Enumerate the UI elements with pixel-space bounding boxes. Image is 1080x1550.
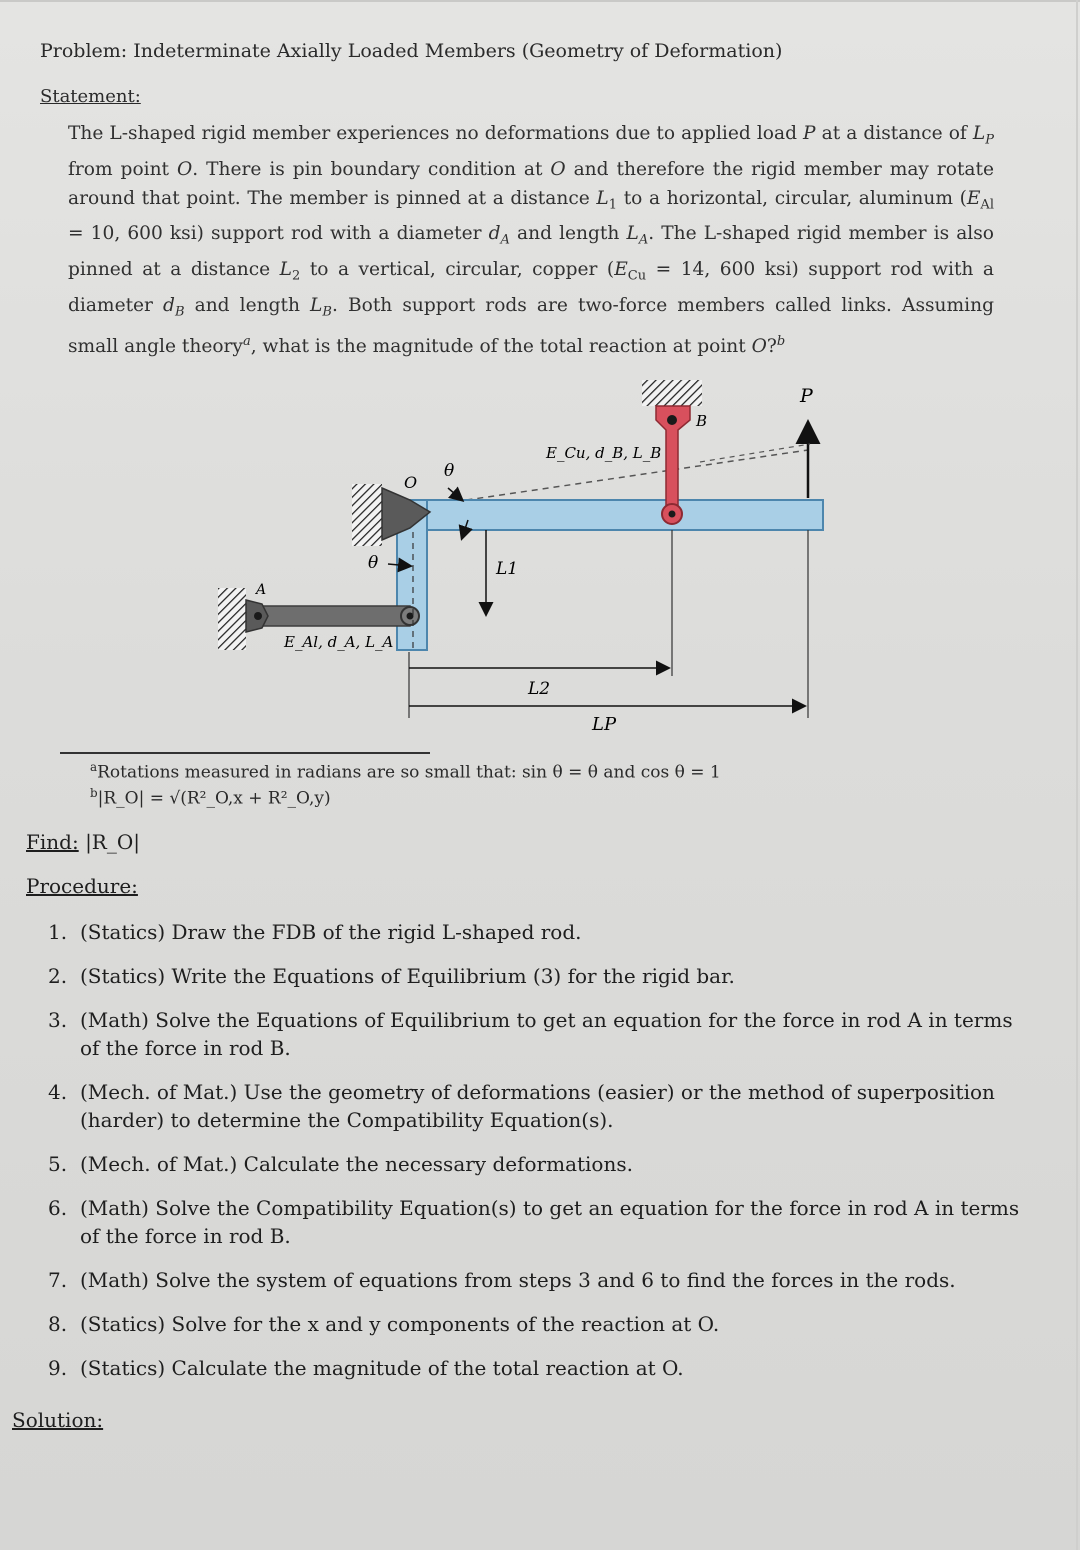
label-rod-b-properties: E_Cu, d_B, L_B [546,444,662,462]
procedure-step: 2. (Statics) Write the Equations of Equilibrium (3) for the rigid bar. [48,964,735,988]
pin-a-left [254,612,262,620]
label-lp: LP [592,714,617,735]
label-l2: L2 [528,679,551,699]
label-theta-left: θ [368,553,379,573]
wall-o-hatch [352,484,382,546]
rigid-member-horizontal [397,500,823,530]
label-o: O [404,473,418,492]
procedure-step: 5. (Mech. of Mat.) Calculate the necessary deformations. [48,1152,633,1176]
procedure-label: Procedure: [26,874,138,898]
page-right-border [1076,0,1078,1550]
label-rod-a-properties: E_Al, d_A, L_A [284,633,394,651]
label-b: B [696,412,708,430]
rod-a-aluminum [258,606,410,626]
wall-a-hatch [218,588,246,650]
label-p: P [800,385,813,407]
pin-b-top [667,415,677,425]
theta-top-arrow [448,488,462,500]
statement-label: Statement: [40,86,141,107]
find-value: |R_O| [85,830,140,854]
procedure-step: 9. (Statics) Calculate the magnitude of the total reaction at O. [48,1356,684,1380]
page-top-border [0,0,1080,2]
footnote-b: $^b$|R_O| = √(R²_O,x + R²_O,y) [90,786,331,809]
find-line [26,830,140,854]
footnote-rule [60,752,430,754]
solution-label: Solution: [12,1408,104,1432]
procedure-step: 3. (Math) Solve the Equations of Equilibrium to get an equation for the force in rod A in terms of the force in rod B. [48,1008,1013,1060]
label-l1: L1 [496,559,519,579]
procedure-step: 1. (Statics) Draw the FDB of the rigid L-shaped rod. [48,920,582,944]
find-label: Find: [26,830,79,854]
rotated-line-extension [700,444,810,462]
procedure-step: 4. (Mech. of Mat.) Use the geometry of deformations (easier) or the method of superposition (harder) to determine the Compatibility Equation(s). [48,1080,995,1132]
procedure-steps [48,918,1028,1398]
wall-b-hatch [642,380,702,406]
procedure-step: 6. (Math) Solve the Compatibility Equation(s) to get an equation for the force in rod A in terms of the force in rod B. [48,1196,1020,1248]
procedure-step: 7. (Math) Solve the system of equations from steps 3 and 6 to find the forces in the rods. [48,1268,956,1292]
pin-b-bottom-dot [669,511,676,518]
label-theta-top: θ [444,461,455,481]
procedure-step: 8. (Statics) Solve for the x and y components of the reaction at O. [48,1312,720,1336]
footnote-a: $^a$Rotations measured in radians are so small that: sin θ = θ and cos θ = 1 [90,760,721,783]
problem-title: Problem: Indeterminate Axially Loaded Members (Geometry of Deformation) [40,40,783,62]
statement-text: The L-shaped rigid member experiences no deformations due to applied load P at a distance of $L_P$ from point O. There is pin boundary condition at O and therefore the rigid member may rotate around that point. The member is pinned at a distance $L_1$ to a horizontal, circular, aluminum ($E_{Al} = 10$, 600 ksi) support rod with a diameter $d_A$ and length $L_A$. The L-shaped rigid member is also pinned at a distance $L_2$ to a vertical, circular, copper ($E_{Cu} = 14$, 600 ksi) support rod with a diameter $d_B$ and length $L_B$. Both support rods are two-force members called links. Assuming small angle theory$^a$, what is the magnitude of the total reaction at point O?$^b$ [68,123,994,357]
label-a: A [256,582,267,598]
l-shaped-member-diagram [0,360,1080,740]
